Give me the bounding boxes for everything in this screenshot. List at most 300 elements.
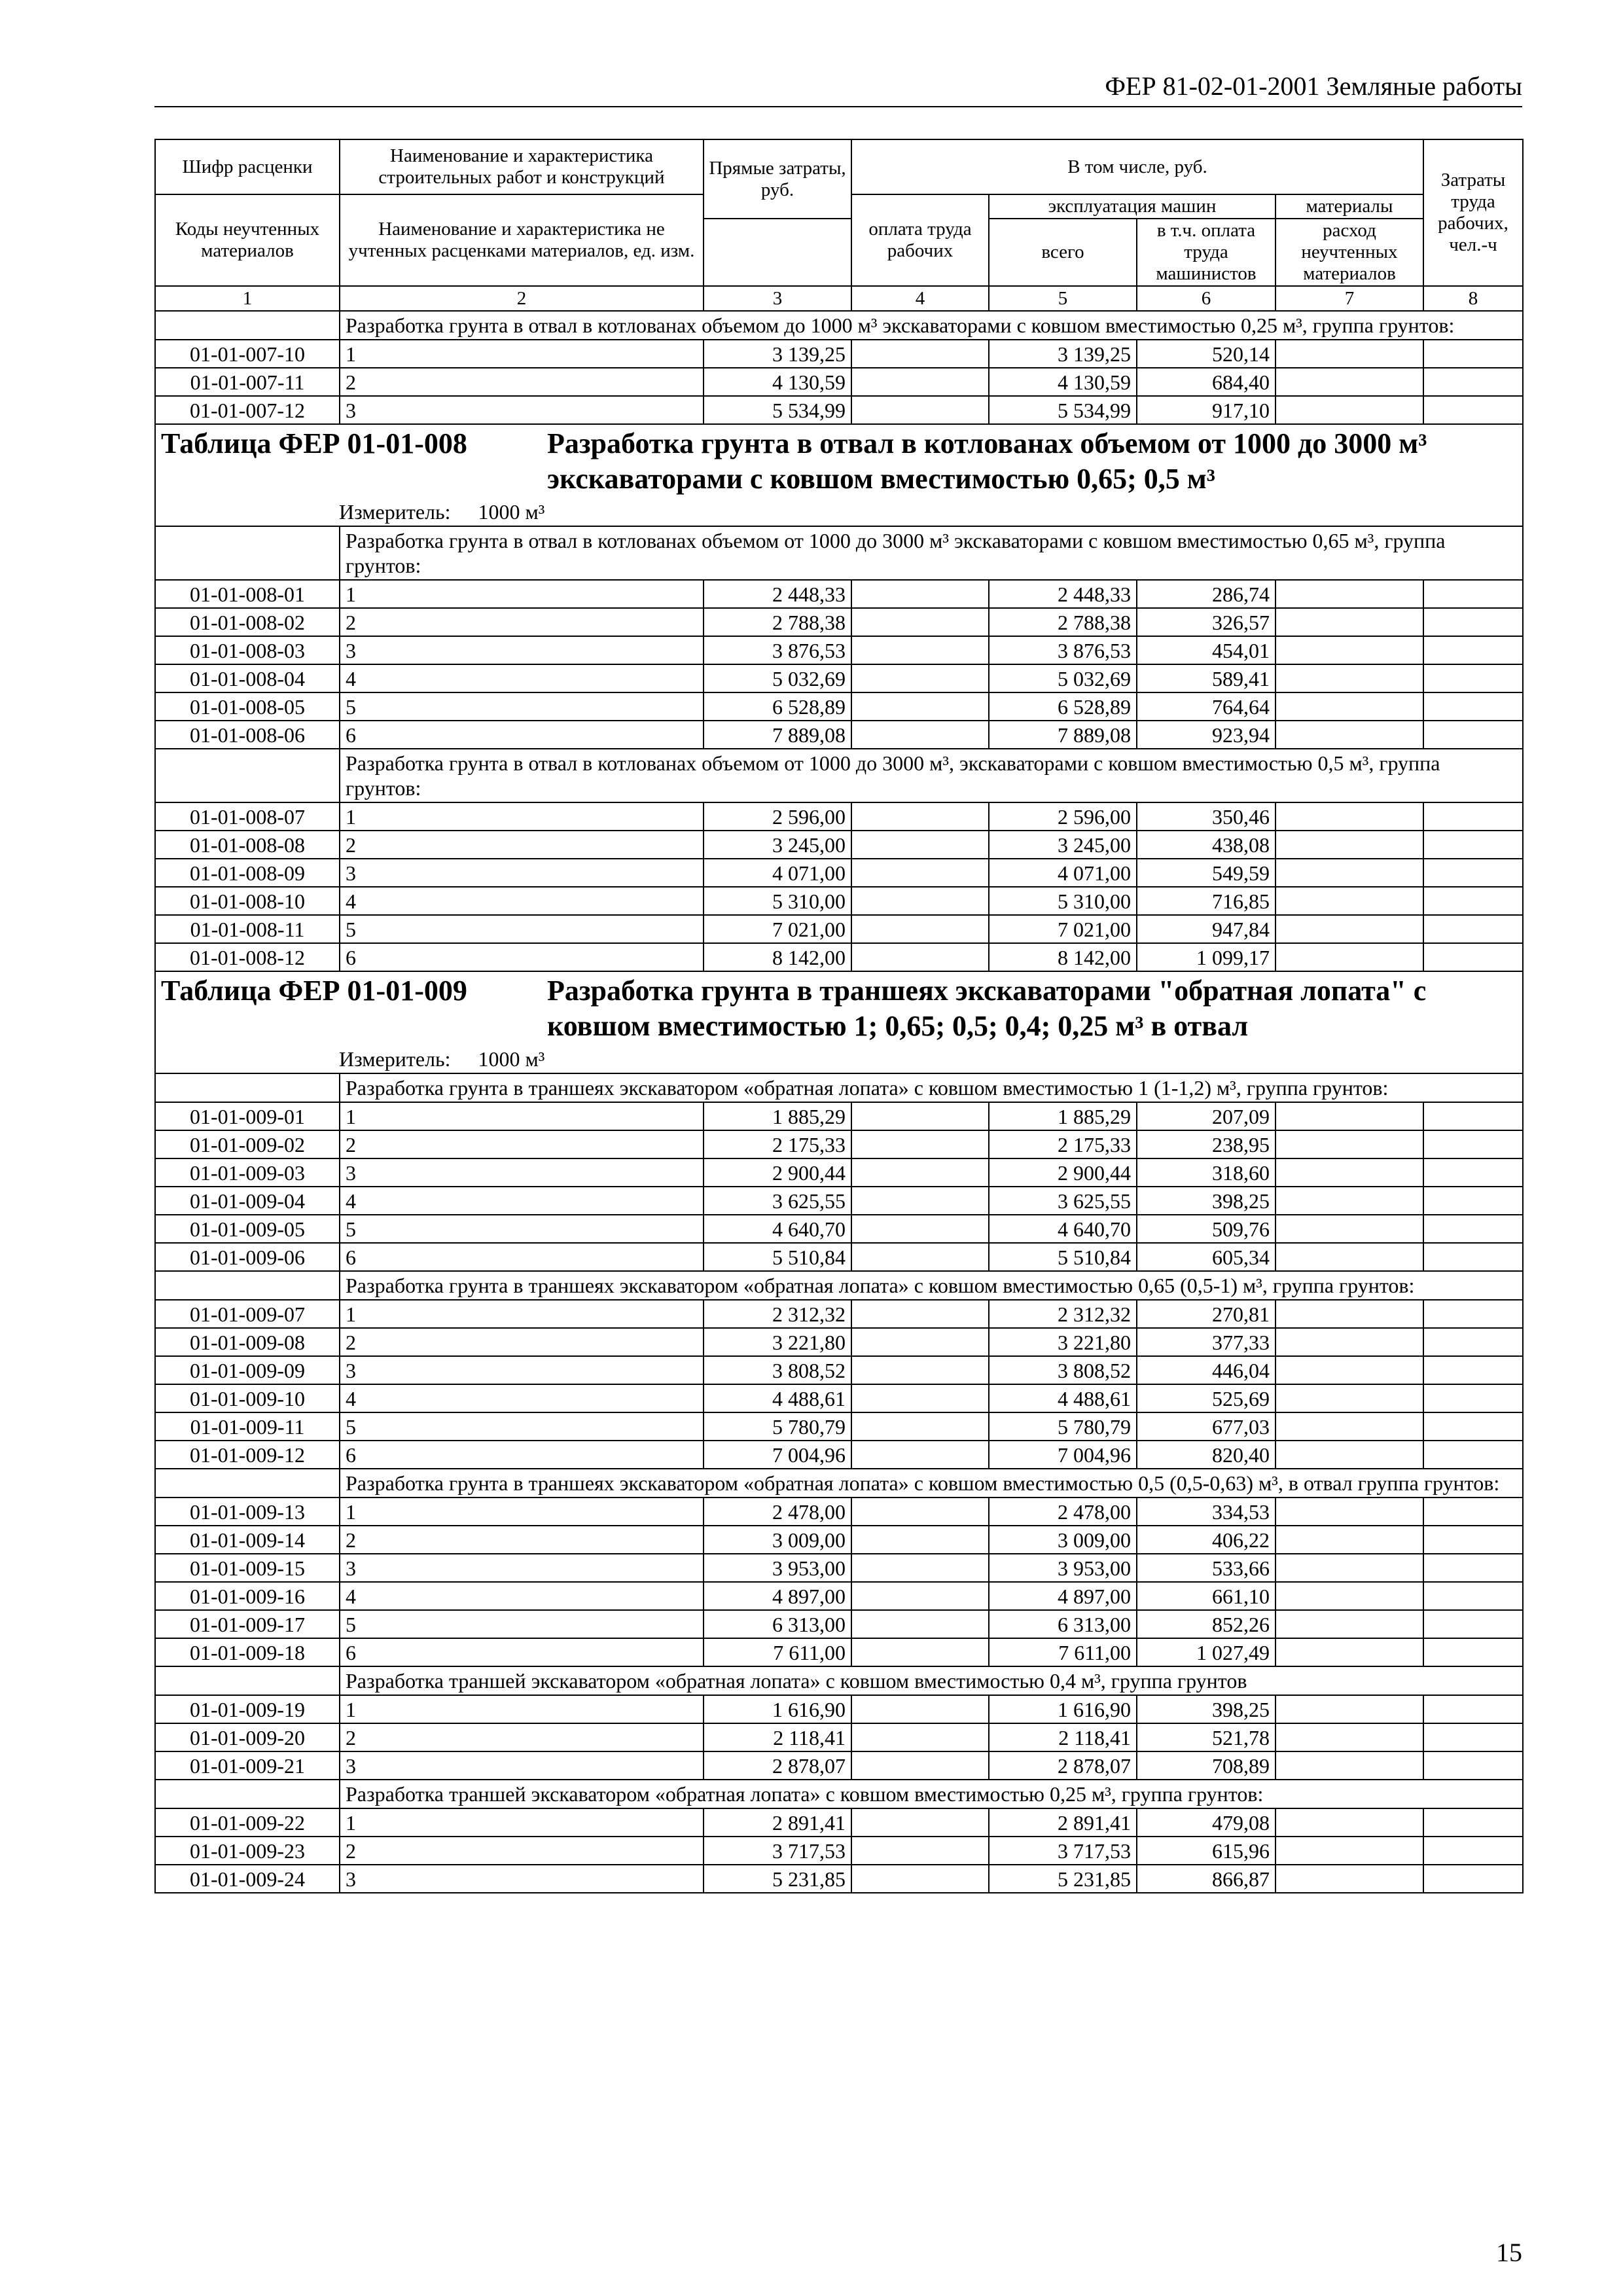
- rate-code: 01-01-009-16: [155, 1582, 340, 1610]
- section-description: Разработка траншей экскаватором «обратная лопата» с ковшом вместимостью 0,25 м³, группа грунтов:: [340, 1780, 1523, 1808]
- direct-cost: 3 009,00: [704, 1526, 851, 1554]
- machines-drivers: 406,22: [1137, 1526, 1275, 1554]
- labor-cell: [1423, 1582, 1523, 1610]
- machines-drivers: 521,78: [1137, 1723, 1275, 1751]
- machines-drivers: 852,26: [1137, 1610, 1275, 1638]
- direct-cost: 5 780,79: [704, 1412, 851, 1441]
- machines-drivers: 334,53: [1137, 1498, 1275, 1526]
- section-description-row: [155, 311, 1523, 340]
- rate-code: 01-01-007-12: [155, 396, 340, 424]
- direct-cost: 2 118,41: [704, 1723, 851, 1751]
- table-row: [155, 1837, 1523, 1865]
- machines-drivers: 270,81: [1137, 1300, 1275, 1328]
- description-code-cell: [155, 526, 340, 580]
- soil-group: 2: [340, 1837, 704, 1865]
- labor-cell: [1423, 636, 1523, 664]
- machines-drivers: 454,01: [1137, 636, 1275, 664]
- wages-cell: [851, 636, 989, 664]
- machines-drivers: 684,40: [1137, 368, 1275, 396]
- table-row: [155, 887, 1523, 915]
- wages-cell: [851, 1300, 989, 1328]
- machines-total: 2 478,00: [989, 1498, 1137, 1526]
- machines-total: 6 313,00: [989, 1610, 1137, 1638]
- measure-value: 1000 м³: [478, 1047, 545, 1071]
- wages-cell: [851, 1554, 989, 1582]
- table-row: [155, 1582, 1523, 1610]
- table-row: [155, 943, 1523, 971]
- direct-cost: 5 310,00: [704, 887, 851, 915]
- wages-cell: [851, 1751, 989, 1780]
- direct-cost: 5 231,85: [704, 1865, 851, 1893]
- description-code-cell: [155, 1780, 340, 1808]
- rate-code: 01-01-008-02: [155, 608, 340, 636]
- machines-drivers: 509,76: [1137, 1215, 1275, 1243]
- materials-cell: [1275, 1695, 1423, 1723]
- materials-cell: [1275, 1526, 1423, 1554]
- machines-drivers: 917,10: [1137, 396, 1275, 424]
- soil-group: 1: [340, 1808, 704, 1837]
- machines-total: 3 221,80: [989, 1328, 1137, 1356]
- machines-drivers: 605,34: [1137, 1243, 1275, 1271]
- machines-drivers: 716,85: [1137, 887, 1275, 915]
- labor-cell: [1423, 1695, 1523, 1723]
- soil-group: 5: [340, 1215, 704, 1243]
- direct-cost: 2 312,32: [704, 1300, 851, 1328]
- table-row: [155, 1328, 1523, 1356]
- soil-group: 3: [340, 859, 704, 887]
- direct-cost: 4 640,70: [704, 1215, 851, 1243]
- machines-total: 4 897,00: [989, 1582, 1137, 1610]
- header-name-bottom: Наименование и характеристика не учтенных расценками материалов, ед. изм.: [340, 194, 704, 286]
- wages-cell: [851, 368, 989, 396]
- labor-cell: [1423, 1130, 1523, 1158]
- machines-total: 2 448,33: [989, 580, 1137, 608]
- labor-cell: [1423, 692, 1523, 721]
- soil-group: 3: [340, 1356, 704, 1384]
- measure-label: Измеритель:: [339, 500, 451, 524]
- labor-cell: [1423, 368, 1523, 396]
- wages-cell: [851, 1130, 989, 1158]
- machines-total: 3 717,53: [989, 1837, 1137, 1865]
- machines-total: 5 231,85: [989, 1865, 1137, 1893]
- machines-total: 1 885,29: [989, 1102, 1137, 1130]
- description-code-cell: [155, 749, 340, 802]
- section-description-row: [155, 1073, 1523, 1102]
- rate-code: 01-01-009-03: [155, 1158, 340, 1187]
- wages-cell: [851, 1102, 989, 1130]
- direct-cost: 2 891,41: [704, 1808, 851, 1837]
- measure-unit: [339, 499, 1517, 524]
- soil-group: 1: [340, 340, 704, 368]
- header-materials: материалы: [1275, 194, 1423, 219]
- machines-total: 8 142,00: [989, 943, 1137, 971]
- soil-group: 2: [340, 368, 704, 396]
- direct-cost: 2 175,33: [704, 1130, 851, 1158]
- header-direct-spacer: [704, 219, 851, 286]
- wages-cell: [851, 1356, 989, 1384]
- direct-cost: 6 528,89: [704, 692, 851, 721]
- labor-cell: [1423, 1215, 1523, 1243]
- soil-group: 2: [340, 831, 704, 859]
- direct-cost: 4 897,00: [704, 1582, 851, 1610]
- table-row: [155, 1130, 1523, 1158]
- table-heading: [155, 424, 1523, 526]
- description-code-cell: [155, 1666, 340, 1695]
- section-description-row: [155, 1780, 1523, 1808]
- machines-total: 3 876,53: [989, 636, 1137, 664]
- machines-drivers: 350,46: [1137, 802, 1275, 831]
- table-row: [155, 340, 1523, 368]
- machines-total: 3 139,25: [989, 340, 1137, 368]
- machines-drivers: 479,08: [1137, 1808, 1275, 1837]
- machines-drivers: 318,60: [1137, 1158, 1275, 1187]
- measure-label: Измеритель:: [339, 1047, 451, 1071]
- rate-code: 01-01-009-08: [155, 1328, 340, 1356]
- labor-cell: [1423, 664, 1523, 692]
- soil-group: 1: [340, 580, 704, 608]
- rate-code: 01-01-009-09: [155, 1356, 340, 1384]
- materials-cell: [1275, 340, 1423, 368]
- wages-cell: [851, 1837, 989, 1865]
- machines-total: 5 310,00: [989, 887, 1137, 915]
- description-code-cell: [155, 311, 340, 340]
- table-row: [155, 580, 1523, 608]
- table-row: [155, 1243, 1523, 1271]
- soil-group: 2: [340, 1130, 704, 1158]
- table-row: [155, 831, 1523, 859]
- labor-cell: [1423, 1554, 1523, 1582]
- column-number: 8: [1423, 286, 1523, 311]
- wages-cell: [851, 1865, 989, 1893]
- labor-cell: [1423, 1300, 1523, 1328]
- direct-cost: 3 625,55: [704, 1187, 851, 1215]
- rate-code: 01-01-009-17: [155, 1610, 340, 1638]
- labor-cell: [1423, 1102, 1523, 1130]
- direct-cost: 4 130,59: [704, 368, 851, 396]
- description-code-cell: [155, 1073, 340, 1102]
- materials-cell: [1275, 580, 1423, 608]
- direct-cost: 2 878,07: [704, 1751, 851, 1780]
- wages-cell: [851, 1638, 989, 1666]
- machines-total: 2 596,00: [989, 802, 1137, 831]
- machines-total: 4 130,59: [989, 368, 1137, 396]
- table-row: [155, 1723, 1523, 1751]
- direct-cost: 2 788,38: [704, 608, 851, 636]
- header-materials-unaccounted: расход неучтенных материалов: [1275, 219, 1423, 286]
- labor-cell: [1423, 1751, 1523, 1780]
- direct-cost: 1 885,29: [704, 1102, 851, 1130]
- soil-group: 2: [340, 1526, 704, 1554]
- labor-cell: [1423, 1356, 1523, 1384]
- table-row: [155, 859, 1523, 887]
- soil-group: 5: [340, 1610, 704, 1638]
- column-number: 6: [1137, 286, 1275, 311]
- table-heading: [155, 971, 1523, 1073]
- labor-cell: [1423, 915, 1523, 943]
- header-machines-total: всего: [989, 219, 1137, 286]
- direct-cost: 5 510,84: [704, 1243, 851, 1271]
- direct-cost: 4 071,00: [704, 859, 851, 887]
- labor-cell: [1423, 1808, 1523, 1837]
- table-row: [155, 915, 1523, 943]
- rate-code: 01-01-009-04: [155, 1187, 340, 1215]
- wages-cell: [851, 608, 989, 636]
- materials-cell: [1275, 664, 1423, 692]
- direct-cost: 2 596,00: [704, 802, 851, 831]
- materials-cell: [1275, 1498, 1423, 1526]
- header-including: В том числе, руб.: [851, 139, 1423, 194]
- materials-cell: [1275, 608, 1423, 636]
- machines-total: 1 616,90: [989, 1695, 1137, 1723]
- column-number: 3: [704, 286, 851, 311]
- materials-cell: [1275, 636, 1423, 664]
- table-row: [155, 1526, 1523, 1554]
- machines-total: 5 510,84: [989, 1243, 1137, 1271]
- labor-cell: [1423, 1158, 1523, 1187]
- soil-group: 5: [340, 915, 704, 943]
- materials-cell: [1275, 1554, 1423, 1582]
- soil-group: 1: [340, 1102, 704, 1130]
- wages-cell: [851, 1610, 989, 1638]
- soil-group: 1: [340, 802, 704, 831]
- labor-cell: [1423, 1412, 1523, 1441]
- rate-code: 01-01-009-21: [155, 1751, 340, 1780]
- wages-cell: [851, 943, 989, 971]
- materials-cell: [1275, 368, 1423, 396]
- section-description-row: [155, 526, 1523, 580]
- wages-cell: [851, 915, 989, 943]
- table-label: Таблица ФЕР 01-01-009: [161, 975, 467, 1007]
- section-description: Разработка грунта в отвал в котлованах объемом от 1000 до 3000 м³ экскаваторами с ковшом вместимостью 0,65 м³, группа грунтов:: [340, 526, 1523, 580]
- machines-drivers: 615,96: [1137, 1837, 1275, 1865]
- labor-cell: [1423, 608, 1523, 636]
- direct-cost: 7 611,00: [704, 1638, 851, 1666]
- soil-group: 6: [340, 721, 704, 749]
- soil-group: 1: [340, 1498, 704, 1526]
- labor-cell: [1423, 1441, 1523, 1469]
- section-description-row: [155, 1271, 1523, 1300]
- wages-cell: [851, 802, 989, 831]
- table-row: [155, 636, 1523, 664]
- table-row: [155, 608, 1523, 636]
- table-row: [155, 1695, 1523, 1723]
- table-row: [155, 1498, 1523, 1526]
- column-number: 4: [851, 286, 989, 311]
- labor-cell: [1423, 1610, 1523, 1638]
- machines-drivers: 708,89: [1137, 1751, 1275, 1780]
- wages-cell: [851, 396, 989, 424]
- wages-cell: [851, 1723, 989, 1751]
- materials-cell: [1275, 1582, 1423, 1610]
- rate-code: 01-01-009-12: [155, 1441, 340, 1469]
- table-row: [155, 1187, 1523, 1215]
- labor-cell: [1423, 831, 1523, 859]
- machines-drivers: 446,04: [1137, 1356, 1275, 1384]
- materials-cell: [1275, 396, 1423, 424]
- direct-cost: 8 142,00: [704, 943, 851, 971]
- direct-cost: 6 313,00: [704, 1610, 851, 1638]
- table-row: [155, 692, 1523, 721]
- rate-code: 01-01-009-11: [155, 1412, 340, 1441]
- rate-code: 01-01-008-12: [155, 943, 340, 971]
- labor-cell: [1423, 1498, 1523, 1526]
- machines-total: 3 808,52: [989, 1356, 1137, 1384]
- materials-cell: [1275, 1610, 1423, 1638]
- table-row: [155, 1808, 1523, 1837]
- wages-cell: [851, 1526, 989, 1554]
- column-number: 1: [155, 286, 340, 311]
- machines-total: 2 900,44: [989, 1158, 1137, 1187]
- materials-cell: [1275, 1837, 1423, 1865]
- section-description: Разработка грунта в отвал в котлованах объемом от 1000 до 3000 м³, экскаваторами с ковшом вместимостью 0,5 м³, группа грунтов:: [340, 749, 1523, 802]
- rate-code: 01-01-009-01: [155, 1102, 340, 1130]
- machines-drivers: 661,10: [1137, 1582, 1275, 1610]
- machines-drivers: 1 027,49: [1137, 1638, 1275, 1666]
- materials-cell: [1275, 831, 1423, 859]
- section-description: Разработка траншей экскаватором «обратная лопата» с ковшом вместимостью 0,4 м³, группа грунтов: [340, 1666, 1523, 1695]
- table-row: [155, 802, 1523, 831]
- materials-cell: [1275, 943, 1423, 971]
- labor-cell: [1423, 1865, 1523, 1893]
- machines-drivers: 520,14: [1137, 340, 1275, 368]
- table-row: [155, 1751, 1523, 1780]
- wages-cell: [851, 340, 989, 368]
- materials-cell: [1275, 1243, 1423, 1271]
- machines-total: 3 953,00: [989, 1554, 1137, 1582]
- wages-cell: [851, 580, 989, 608]
- table-row: [155, 1384, 1523, 1412]
- soil-group: 4: [340, 1187, 704, 1215]
- soil-group: 3: [340, 636, 704, 664]
- direct-cost: 2 448,33: [704, 580, 851, 608]
- wages-cell: [851, 664, 989, 692]
- table-row: [155, 1412, 1523, 1441]
- materials-cell: [1275, 1412, 1423, 1441]
- machines-drivers: 533,66: [1137, 1554, 1275, 1582]
- table-row: [155, 396, 1523, 424]
- machines-drivers: 589,41: [1137, 664, 1275, 692]
- table-row: [155, 721, 1523, 749]
- rate-code: 01-01-009-10: [155, 1384, 340, 1412]
- rate-code: 01-01-009-06: [155, 1243, 340, 1271]
- labor-cell: [1423, 943, 1523, 971]
- header-machines: эксплуатация машин: [989, 194, 1275, 219]
- materials-cell: [1275, 721, 1423, 749]
- wages-cell: [851, 1441, 989, 1469]
- machines-drivers: 238,95: [1137, 1130, 1275, 1158]
- machines-drivers: 398,25: [1137, 1695, 1275, 1723]
- soil-group: 6: [340, 943, 704, 971]
- soil-group: 4: [340, 1384, 704, 1412]
- wages-cell: [851, 692, 989, 721]
- column-number: 2: [340, 286, 704, 311]
- machines-drivers: 286,74: [1137, 580, 1275, 608]
- soil-group: 5: [340, 692, 704, 721]
- rate-code: 01-01-009-24: [155, 1865, 340, 1893]
- machines-total: 7 889,08: [989, 721, 1137, 749]
- labor-cell: [1423, 580, 1523, 608]
- materials-cell: [1275, 1215, 1423, 1243]
- labor-cell: [1423, 721, 1523, 749]
- rate-code: 01-01-009-23: [155, 1837, 340, 1865]
- machines-total: 4 071,00: [989, 859, 1137, 887]
- section-description-row: [155, 1469, 1523, 1498]
- materials-cell: [1275, 1130, 1423, 1158]
- machines-total: 5 780,79: [989, 1412, 1137, 1441]
- soil-group: 3: [340, 1865, 704, 1893]
- wages-cell: [851, 887, 989, 915]
- machines-total: 5 032,69: [989, 664, 1137, 692]
- direct-cost: 7 004,96: [704, 1441, 851, 1469]
- section-description: Разработка грунта в траншеях экскаватором «обратная лопата» с ковшом вместимостью 0,5 (0,5-0,63) м³, в отвал группа грунтов:: [340, 1469, 1523, 1498]
- direct-cost: 3 953,00: [704, 1554, 851, 1582]
- labor-cell: [1423, 1837, 1523, 1865]
- column-numbers-row: [155, 286, 1523, 311]
- soil-group: 2: [340, 608, 704, 636]
- rate-code: 01-01-009-07: [155, 1300, 340, 1328]
- measure-unit: [339, 1047, 1517, 1071]
- direct-cost: 3 245,00: [704, 831, 851, 859]
- wages-cell: [851, 1384, 989, 1412]
- rate-code: 01-01-008-01: [155, 580, 340, 608]
- soil-group: 1: [340, 1300, 704, 1328]
- machines-drivers: 1 099,17: [1137, 943, 1275, 971]
- table-row: [155, 1865, 1523, 1893]
- wages-cell: [851, 1582, 989, 1610]
- measure-value: 1000 м³: [478, 500, 545, 524]
- column-number: 7: [1275, 286, 1423, 311]
- wages-cell: [851, 859, 989, 887]
- materials-cell: [1275, 915, 1423, 943]
- direct-cost: 7 889,08: [704, 721, 851, 749]
- rate-code: 01-01-008-09: [155, 859, 340, 887]
- materials-cell: [1275, 1638, 1423, 1666]
- machines-drivers: 866,87: [1137, 1865, 1275, 1893]
- machines-drivers: 377,33: [1137, 1328, 1275, 1356]
- rate-code: 01-01-009-18: [155, 1638, 340, 1666]
- table-heading-grid: [161, 973, 1517, 1044]
- labor-cell: [1423, 859, 1523, 887]
- wages-cell: [851, 1808, 989, 1837]
- labor-cell: [1423, 340, 1523, 368]
- soil-group: 2: [340, 1328, 704, 1356]
- rate-code: 01-01-009-20: [155, 1723, 340, 1751]
- materials-cell: [1275, 1865, 1423, 1893]
- machines-drivers: 549,59: [1137, 859, 1275, 887]
- soil-group: 3: [340, 1554, 704, 1582]
- header-wages: оплата труда рабочих: [851, 194, 989, 286]
- rate-code: 01-01-008-04: [155, 664, 340, 692]
- direct-cost: 3 717,53: [704, 1837, 851, 1865]
- direct-cost: 2 900,44: [704, 1158, 851, 1187]
- rate-code: 01-01-009-19: [155, 1695, 340, 1723]
- header-name-top: Наименование и характеристика строительных работ и конструкций: [340, 139, 704, 194]
- header-direct: Прямые затраты, руб.: [704, 139, 851, 219]
- wages-cell: [851, 831, 989, 859]
- rate-code: 01-01-008-05: [155, 692, 340, 721]
- soil-group: 6: [340, 1441, 704, 1469]
- column-number: 5: [989, 286, 1137, 311]
- table-heading-row: [155, 424, 1523, 526]
- page-number: 15: [1496, 2238, 1522, 2267]
- materials-cell: [1275, 859, 1423, 887]
- machines-drivers: 398,25: [1137, 1187, 1275, 1215]
- table-row: [155, 1554, 1523, 1582]
- materials-cell: [1275, 1158, 1423, 1187]
- section-description: Разработка грунта в траншеях экскаватором «обратная лопата» с ковшом вместимостью 1 (1-1,2) м³, группа грунтов:: [340, 1073, 1523, 1102]
- direct-cost: 7 021,00: [704, 915, 851, 943]
- wages-cell: [851, 1695, 989, 1723]
